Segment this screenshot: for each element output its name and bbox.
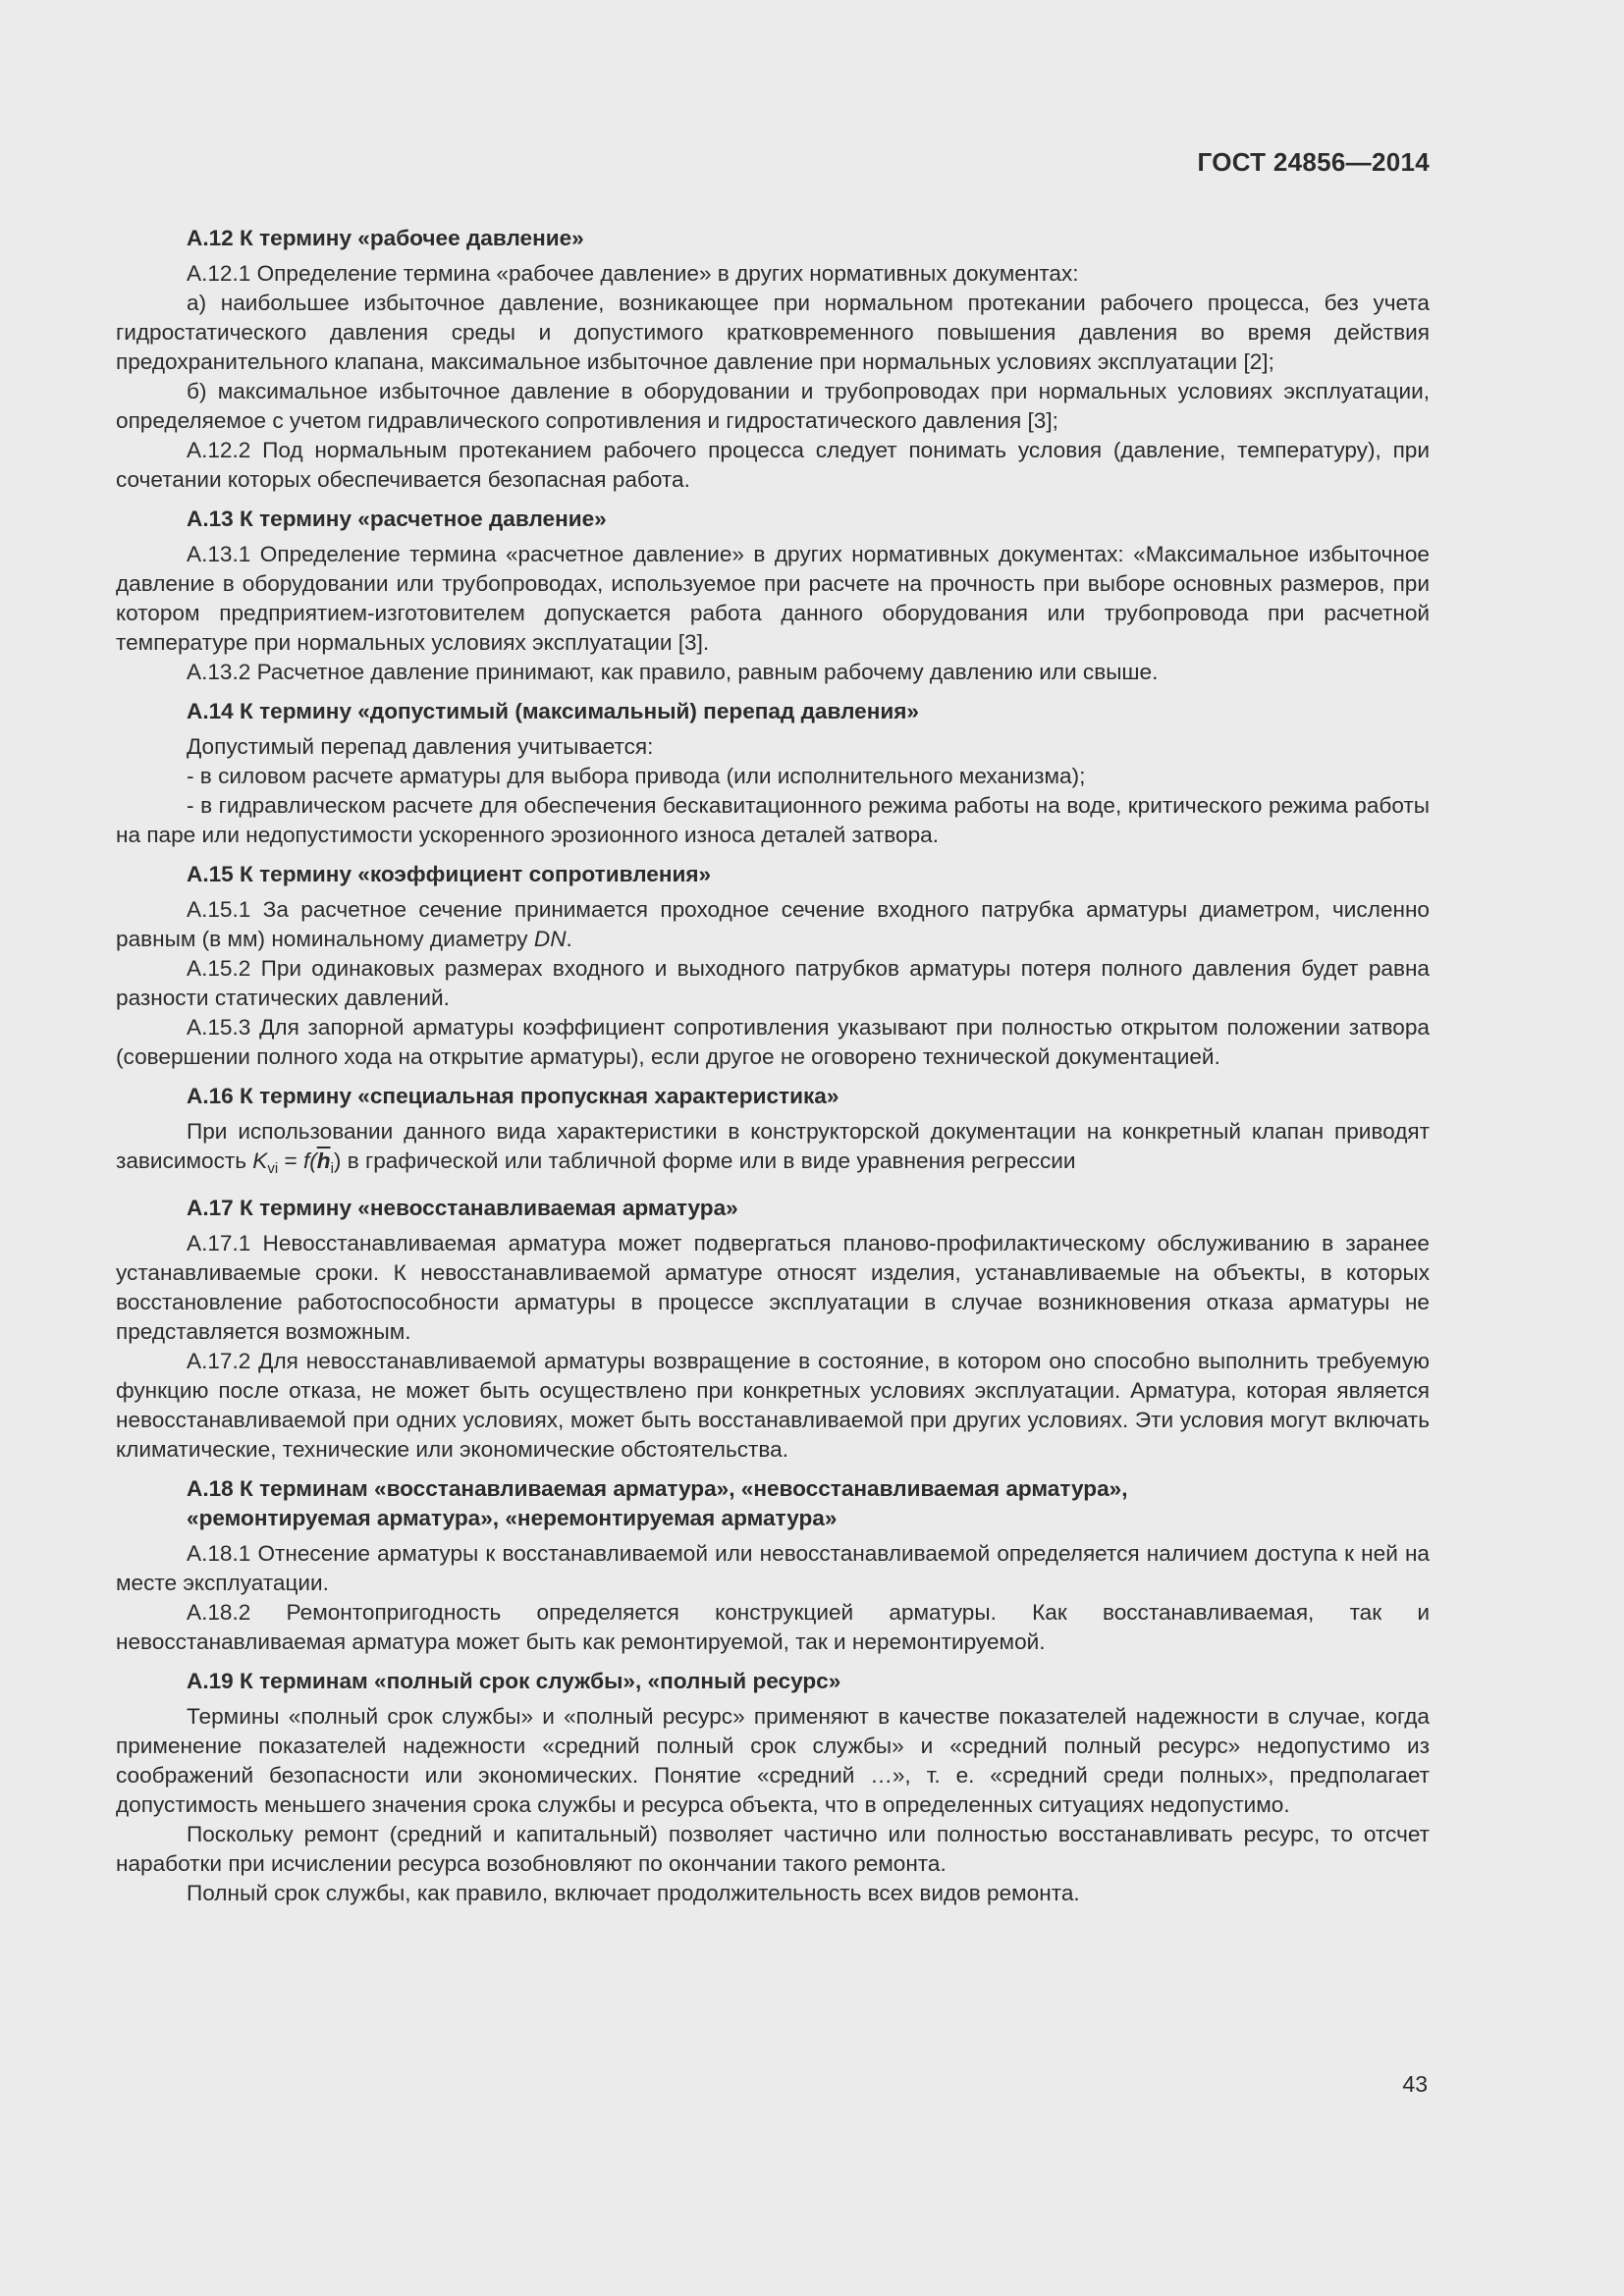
- paragraph-text: При использовании данного вида характеристики в конструкторской документации на конкретный клапан приводят зависимость: [116, 1119, 1430, 1173]
- list-item: - в силовом расчете арматуры для выбора привода (или исполнительного механизма);: [187, 764, 1086, 788]
- section-a13: [116, 505, 1430, 687]
- section-title: А.19 К терминам «полный срок службы», «полный ресурс»: [187, 1669, 841, 1693]
- formula-f: f(: [302, 1148, 317, 1173]
- page-number: 43: [1402, 2071, 1428, 2097]
- paragraph-text: в графической или табличной форме или в виде уравнения регрессии: [341, 1148, 1076, 1173]
- section-a12: [116, 224, 1430, 495]
- paragraph: Термины «полный срок службы» и «полный ресурс» применяют в качестве показателей надежности в случае, когда применение показателей надежности «средний полный срок службы» и «средний полный ресурс» недопустимо из соображений безопасности или экономических. Понятие «средний …», т. е. «средний среди полных», предполагает допустимость меньшего значения срока службы и ресурса объекта, что в определенных ситуациях недопустимо.: [116, 1704, 1430, 1817]
- list-item: - в гидравлическом расчете для обеспечения бескавитационного режима работы на воде, критического режима работы на паре или недопустимости ускоренного эрозионного износа деталей затвора.: [116, 793, 1430, 847]
- section-a16: [116, 1082, 1430, 1184]
- formula-h-subscript: i: [330, 1160, 334, 1177]
- formula-subscript: vi: [267, 1160, 279, 1177]
- formula-h-bar: $\overline{h}$: [316, 1148, 331, 1173]
- paragraph: А.12.1 Определение термина «рабочее давление» в других нормативных документах:: [187, 261, 1079, 286]
- paragraph: а) наибольшее избыточное давление, возникающее при нормальном протекании рабочего процесса, без учета гидростатического давления среды и допустимого кратковременного повышения давления во время действия предохранительного клапана, максимальное избыточное давление при нормальных условиях эксплуатации [2];: [116, 291, 1430, 374]
- section-title: А.14 К термину «допустимый (максимальный) перепад давления»: [187, 699, 919, 723]
- section-title: А.12 К термину «рабочее давление»: [187, 226, 584, 250]
- paragraph: А.13.2 Расчетное давление принимают, как правило, равным рабочему давлению или свыше.: [187, 660, 1159, 684]
- paragraph: б) максимальное избыточное давление в оборудовании и трубопроводах при нормальных условиях эксплуатации, определяемое с учетом гидравлического сопротивления и гидростатического давления [3];: [116, 379, 1430, 433]
- dn-symbol: DN: [533, 927, 567, 951]
- section-title-line: А.18 К терминам «восстанавливаемая арматура», «невосстанавливаемая арматура»,: [187, 1476, 1128, 1501]
- paragraph: А.18.2 Ремонтопригодность определяется конструкцией арматуры. Как восстанавливаемая, так и невосстанавливаемая арматура может быть как ремонтируемой, так и неремонтируемой.: [116, 1600, 1430, 1654]
- formula: [252, 1148, 342, 1177]
- section-title: А.16 К термину «специальная пропускная характеристика»: [187, 1084, 839, 1108]
- formula-equals: =: [278, 1148, 303, 1173]
- paragraph: Допустимый перепад давления учитывается:: [187, 734, 654, 759]
- section-title: А.13 К термину «расчетное давление»: [187, 507, 607, 531]
- paragraph: А.17.2 Для невосстанавливаемой арматуры возвращение в состояние, в котором оно способно выполнить требуемую функцию после отказа, не может быть осуществлено при конкретных условиях эксплуатации. Арматура, которая является невосстанавливаемой при одних условиях, может быть восстанавливаемой при других условиях. Эти условия могут включать климатические, технические или экономические обстоятельства.: [116, 1349, 1430, 1462]
- section-title: [116, 1474, 1430, 1533]
- paragraph: [116, 1117, 1430, 1184]
- document-body: [116, 224, 1430, 1918]
- paragraph: А.15.2 При одинаковых размерах входного и выходного патрубков арматуры потеря полного давления будет равна разности статических давлений.: [116, 956, 1430, 1010]
- paragraph: [116, 895, 1430, 954]
- paragraph: А.17.1 Невосстанавливаемая арматура может подвергаться планово-профилактическому обслуживанию в заранее устанавливаемые сроки. К невосстанавливаемой арматуре относят изделия, устанавливаемые на объекты, в которых восстановление работоспособности арматуры в процессе эксплуатации в случае возникновения отказа арматуры не представляется возможным.: [116, 1231, 1430, 1344]
- section-a14: [116, 697, 1430, 850]
- paragraph: А.12.2 Под нормальным протеканием рабочего процесса следует понимать условия (давление, температуру), при сочетании которых обеспечивается безопасная работа.: [116, 438, 1430, 492]
- section-a15: [116, 860, 1430, 1072]
- section-a17: [116, 1194, 1430, 1465]
- paragraph: А.18.1 Отнесение арматуры к восстанавливаемой или невосстанавливаемой определяется наличием доступа к ней на месте эксплуатации.: [116, 1541, 1430, 1595]
- paragraph: А.15.3 Для запорной арматуры коэффициент сопротивления указывают при полностью открытом положении затвора (совершении полного хода на открытие арматуры), если другое не оговорено технической документацией.: [116, 1015, 1430, 1069]
- paragraph: А.13.1 Определение термина «расчетное давление» в других нормативных документах: «Максимальное избыточное давление в оборудовании или трубопроводах, используемое при расчете на прочность при выборе основных размеров, при котором предприятием-изготовителем допускается работа данного оборудования или трубопровода при расчетной температуре при нормальных условиях эксплуатации [3].: [116, 542, 1430, 655]
- paragraph: Поскольку ремонт (средний и капитальный) позволяет частично или полностью восстанавливать ресурс, то отсчет наработки при исчислении ресурса возобновляют по окончании такого ремонта.: [116, 1822, 1430, 1876]
- section-a18: [116, 1474, 1430, 1657]
- formula-k: K: [252, 1148, 268, 1173]
- paragraph-text: .: [566, 927, 572, 951]
- section-a19: [116, 1667, 1430, 1908]
- paragraph: Полный срок службы, как правило, включает продолжительность всех видов ремонта.: [187, 1881, 1080, 1905]
- section-title-line: «ремонтируемая арматура», «неремонтируемая арматура»: [187, 1506, 838, 1530]
- section-title: А.17 К термину «невосстанавливаемая арматура»: [187, 1196, 738, 1220]
- paragraph-text: А.15.1 За расчетное сечение принимается проходное сечение входного патрубка арматуры диаметром, численно равным (в мм) номинальному диаметру: [116, 897, 1430, 951]
- formula-close: ): [333, 1148, 342, 1173]
- section-title: А.15 К термину «коэффициент сопротивления»: [187, 862, 712, 886]
- document-id-header: ГОСТ 24856—2014: [1197, 147, 1430, 177]
